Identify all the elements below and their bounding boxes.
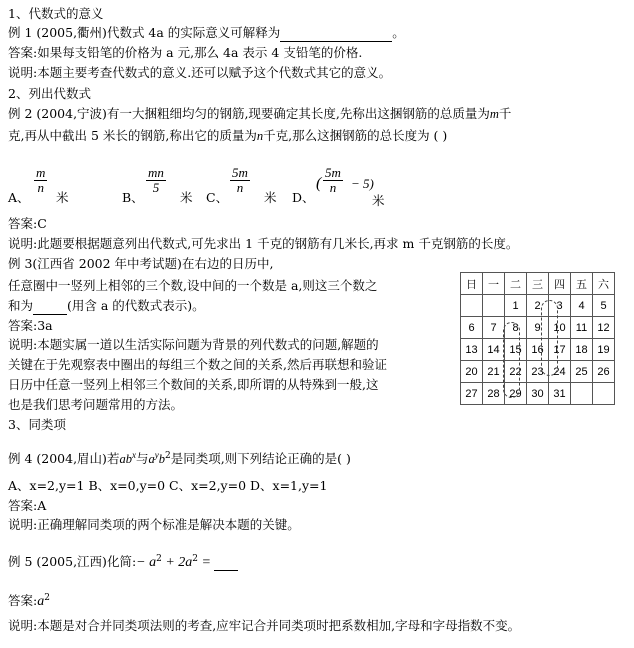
example4-note: 说明:正确理解同类项的两个标准是解决本题的关键。 — [8, 517, 300, 532]
day-cell: 23 — [527, 361, 549, 383]
day-cell: 19 — [593, 339, 615, 361]
option-d-tail: − 5) — [351, 176, 374, 191]
day-cell: 8 — [505, 317, 527, 339]
day-cell: 3 — [549, 295, 571, 317]
example3-note-4: 也是我们思考问题常用的方法。 — [8, 397, 184, 412]
example3-answer: 答案:3a — [8, 318, 53, 333]
example1-answer: 答案:如果每支铅笔的价格为 a 元,那么 4a 表示 4 支铅笔的价格. — [8, 45, 363, 60]
day-cell: 13 — [461, 339, 483, 361]
option-c-unit: 米 — [264, 190, 277, 205]
option-d-unit: 米 — [372, 193, 385, 208]
day-cell: 6 — [461, 317, 483, 339]
calendar-header-row — [461, 273, 615, 295]
option-b-fraction: $\frac{mn}{5}$ — [148, 165, 164, 195]
day-cell: 4 — [571, 295, 593, 317]
day-cell — [461, 295, 483, 317]
example2-line2: 克,再从中截出 5 米长的钢筋,称出它的质量为n千克,那么这捆钢筋的总长度为 ( ) — [8, 128, 448, 143]
weekday-cell: 五 — [571, 273, 593, 295]
day-cell: 24 — [549, 361, 571, 383]
day-cell: 9 — [527, 317, 549, 339]
day-cell: 31 — [549, 383, 571, 405]
weekday-cell: 四 — [549, 273, 571, 295]
answer-blank — [280, 25, 392, 42]
option-d-open-paren: ( — [316, 175, 322, 192]
day-cell: 21 — [483, 361, 505, 383]
example5-answer: 答案$:a^2$ — [8, 593, 50, 610]
example2-note: 说明:此题要根据题意列出代数式,可先求出 1 千克的钢筋有几米长,再求 m 千克钢筋的长度。 — [8, 236, 519, 251]
day-cell — [571, 383, 593, 405]
example5: 例 5 (2005,江西)化简:− $a^2 + 2a^2$ = — [8, 551, 238, 571]
day-cell: 12 — [593, 317, 615, 339]
day-cell — [593, 383, 615, 405]
example3-note-1: 说明:本题实属一道以生活实际问题为背景的列代数式的问题,解题的 — [8, 337, 379, 352]
answer-blank — [214, 554, 238, 571]
option-d-fraction: $\frac{5m}{n}$ — [325, 165, 341, 195]
example3-line1: 例 3(江西省 2002 年中考试题)在右边的日历中, — [8, 256, 274, 271]
weekday-cell: 六 — [593, 273, 615, 295]
example1: 例 1 (2005,衢州)代数式 4a 的实际意义可解释为 。 — [8, 25, 405, 40]
option-b-unit: 米 — [180, 190, 193, 205]
example3-note-2: 关键在于先观察表中圈出的每组三个数之间的关系,然后再联想和验证 — [8, 357, 387, 372]
weekday-cell: 一 — [483, 273, 505, 295]
example5-note: 说明:本题是对合并同类项法则的考查,应牢记合并同类项时把系数相加,字母和字母指数不变。 — [8, 618, 521, 633]
day-cell: 14 — [483, 339, 505, 361]
section2-heading: 2、列出代数式 — [8, 86, 91, 101]
option-c-fraction: $\frac{5m}{n}$ — [232, 165, 248, 195]
day-cell: 18 — [571, 339, 593, 361]
option-a-label: A、 — [8, 190, 30, 205]
example2-answer: 答案:C — [8, 216, 47, 231]
example3-line2: 任意圈中一竖列上相邻的三个数,设中间的一个数是 a,则这三个数之 — [8, 278, 378, 293]
day-cell: 20 — [461, 361, 483, 383]
calendar-row — [461, 339, 615, 361]
example4-options: A、x=2,y=1 B、x=0,y=0 C、x=2,y=0 D、x=1,y=1 — [8, 478, 328, 493]
calendar-row — [461, 383, 615, 405]
example4: 例 4 (2004,眉山)若$ab^x$与$a^yb^2$是同类项,则下列结论正确的是( ) — [8, 450, 351, 467]
day-cell: 7 — [483, 317, 505, 339]
example1-note: 说明:本题主要考查代数式的意义.还可以赋予这个代数式其它的意义。 — [8, 65, 392, 80]
option-b-label: B、 — [122, 190, 144, 205]
dashed-circle-tuesday — [503, 322, 520, 398]
day-cell: 17 — [549, 339, 571, 361]
weekday-cell: 二 — [505, 273, 527, 295]
day-cell: 2 — [527, 295, 549, 317]
section1-heading: 1、代数式的意义 — [8, 6, 104, 21]
day-cell: 1 — [505, 295, 527, 317]
example4-answer: 答案:A — [8, 498, 47, 513]
day-cell: 22 — [505, 361, 527, 383]
calendar-row — [461, 295, 615, 317]
day-cell: 28 — [483, 383, 505, 405]
example3-line3: 和为 (用含 a 的代数式表示)。 — [8, 298, 205, 313]
option-c-label: C、 — [206, 190, 229, 205]
day-cell: 11 — [571, 317, 593, 339]
dashed-circle-thursday — [541, 300, 558, 376]
calendar-row — [461, 317, 615, 339]
day-cell: 10 — [549, 317, 571, 339]
day-cell — [483, 295, 505, 317]
day-cell: 16 — [527, 339, 549, 361]
day-cell: 25 — [571, 361, 593, 383]
day-cell: 5 — [593, 295, 615, 317]
option-a-fraction: $\frac{m}{n}$ — [36, 165, 46, 195]
day-cell: 27 — [461, 383, 483, 405]
weekday-cell: 三 — [527, 273, 549, 295]
example2-line1: 例 2 (2004,宁波)有一大捆粗细均匀的钢筋,现要确定其长度,先称出这捆钢筋的总质量为m千 — [8, 106, 512, 121]
section3-heading: 3、同类项 — [8, 417, 66, 432]
day-cell: 26 — [593, 361, 615, 383]
example3-note-3: 日历中任意一竖列上相邻三个数间的关系,即所谓的从特殊到一般,这 — [8, 377, 379, 392]
day-cell: 15 — [505, 339, 527, 361]
option-d-label: D、 — [292, 190, 315, 205]
day-cell: 29 — [505, 383, 527, 405]
answer-blank — [33, 298, 67, 315]
calendar-table — [460, 272, 615, 405]
day-cell: 30 — [527, 383, 549, 405]
option-a-unit: 米 — [56, 190, 69, 205]
calendar-row — [461, 361, 615, 383]
weekday-cell: 日 — [461, 273, 483, 295]
